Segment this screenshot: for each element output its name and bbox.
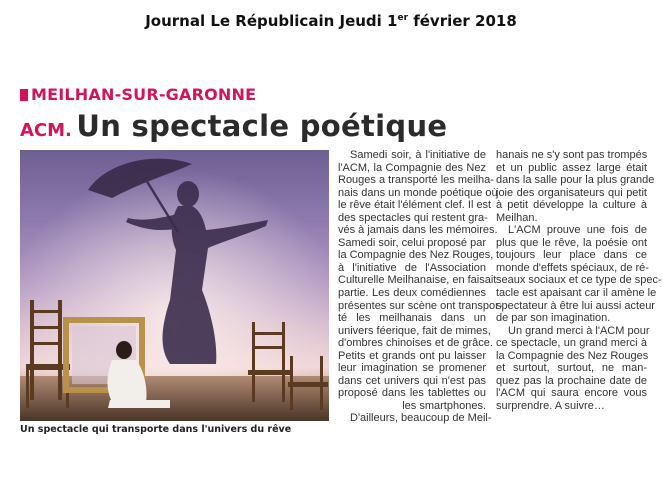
body-line: vés à jamais dans les mémoires.	[338, 224, 498, 237]
body-line: nais dans un monde poétique où	[338, 186, 498, 199]
body-line: les smartphones.	[402, 399, 486, 412]
body-line: Samedi soir, celui proposé par	[338, 236, 486, 249]
body-line: Culturelle Meilhanaise, en faisait	[338, 274, 497, 287]
journal-header-superscript: er	[397, 13, 409, 23]
body-line: la Compagnie des Nez Rouges	[496, 349, 649, 362]
body-line: dans cet univers qui n'est pas	[338, 374, 486, 387]
body-line: spectateur à être lui aussi acteur	[496, 299, 655, 312]
body-line: proposé dans les tablettes ou	[338, 387, 486, 400]
body-line: hanais ne s'y sont pas trompés	[496, 149, 648, 161]
headline	[20, 108, 447, 150]
headline-title: Un spectacle poétique	[76, 109, 448, 143]
body-line: plus que le rêve, la poésie ont	[496, 236, 647, 249]
body-line: présentes sur scène ont transpor-	[338, 299, 503, 312]
journal-header-suffix: février 2018	[408, 12, 517, 30]
body-line: et surtout, surtout, ne man-	[496, 362, 647, 375]
body-line: ce spectacle, un grand merci à	[496, 337, 647, 350]
body-line: à petit développe la culture à	[496, 199, 647, 212]
photo-caption: Un spectacle qui transporte dans l'univers du rêve	[20, 424, 292, 435]
body-line: tacle est apaisant car il amène le	[496, 287, 657, 300]
body-line: partie. Les deux comédiennes	[338, 287, 486, 300]
body-line: toujours leur place dans ce	[496, 249, 647, 262]
body-line: Meilhan.	[496, 211, 538, 224]
journal-header	[0, 12, 662, 30]
body-line: L'ACM prouve une fois de	[508, 224, 647, 237]
section-label	[20, 86, 256, 104]
section-label-text: MEILHAN-SUR-GARONNE	[31, 85, 257, 104]
body-line: Petits et grands ont pu laisser	[338, 349, 486, 362]
article-column-2	[496, 149, 662, 412]
stage-shadow-theatre-illustration	[20, 150, 329, 421]
body-line: Rouges a transporté les meilha-	[338, 174, 494, 187]
body-line: univers féerique, fait de mimes,	[338, 324, 491, 337]
body-line: à l'initiative de l'Association	[338, 261, 486, 274]
body-line: et un public assez large était	[496, 161, 647, 174]
body-line: surprendre. A suivre…	[496, 399, 605, 412]
body-line: té les meilhanais dans un	[338, 312, 486, 325]
body-line: dans la salle pour la plus grande	[496, 174, 655, 187]
body-line: Un grand merci à l'ACM pour	[508, 324, 650, 337]
body-line: leur imagination se promener	[338, 362, 486, 375]
body-line: Samedi soir, à l'initiative de	[350, 149, 486, 161]
body-line: joie des organisateurs qui petit	[496, 186, 647, 199]
body-line: monde d'effets spéciaux, de ré-	[496, 261, 649, 274]
body-line: la Compagnie des Nez Rouges,	[338, 249, 494, 262]
body-line: seaux sociaux et ce type de spec-	[496, 274, 662, 287]
body-line: d'ombres chinoises et de grâce.	[338, 337, 493, 350]
body-line: des spectacles qui restent gra-	[338, 211, 488, 224]
body-line: quez pas la prochaine date de	[496, 374, 647, 387]
article-photo	[20, 150, 329, 421]
body-line: le rêve était l'élément clef. Il est	[338, 199, 492, 212]
body-line: D'ailleurs, beaucoup de Meil-	[350, 412, 492, 425]
journal-header-prefix: Journal Le Républicain Jeudi 1	[145, 12, 398, 30]
body-line: l'ACM, la Compagnie des Nez	[338, 161, 486, 174]
section-marker	[20, 89, 28, 101]
article-column-1	[338, 149, 503, 425]
body-line: de par son imagination.	[496, 312, 611, 325]
headline-kicker: ACM.	[20, 120, 72, 141]
body-line: l'ACM qui saura encore vous	[496, 387, 647, 400]
